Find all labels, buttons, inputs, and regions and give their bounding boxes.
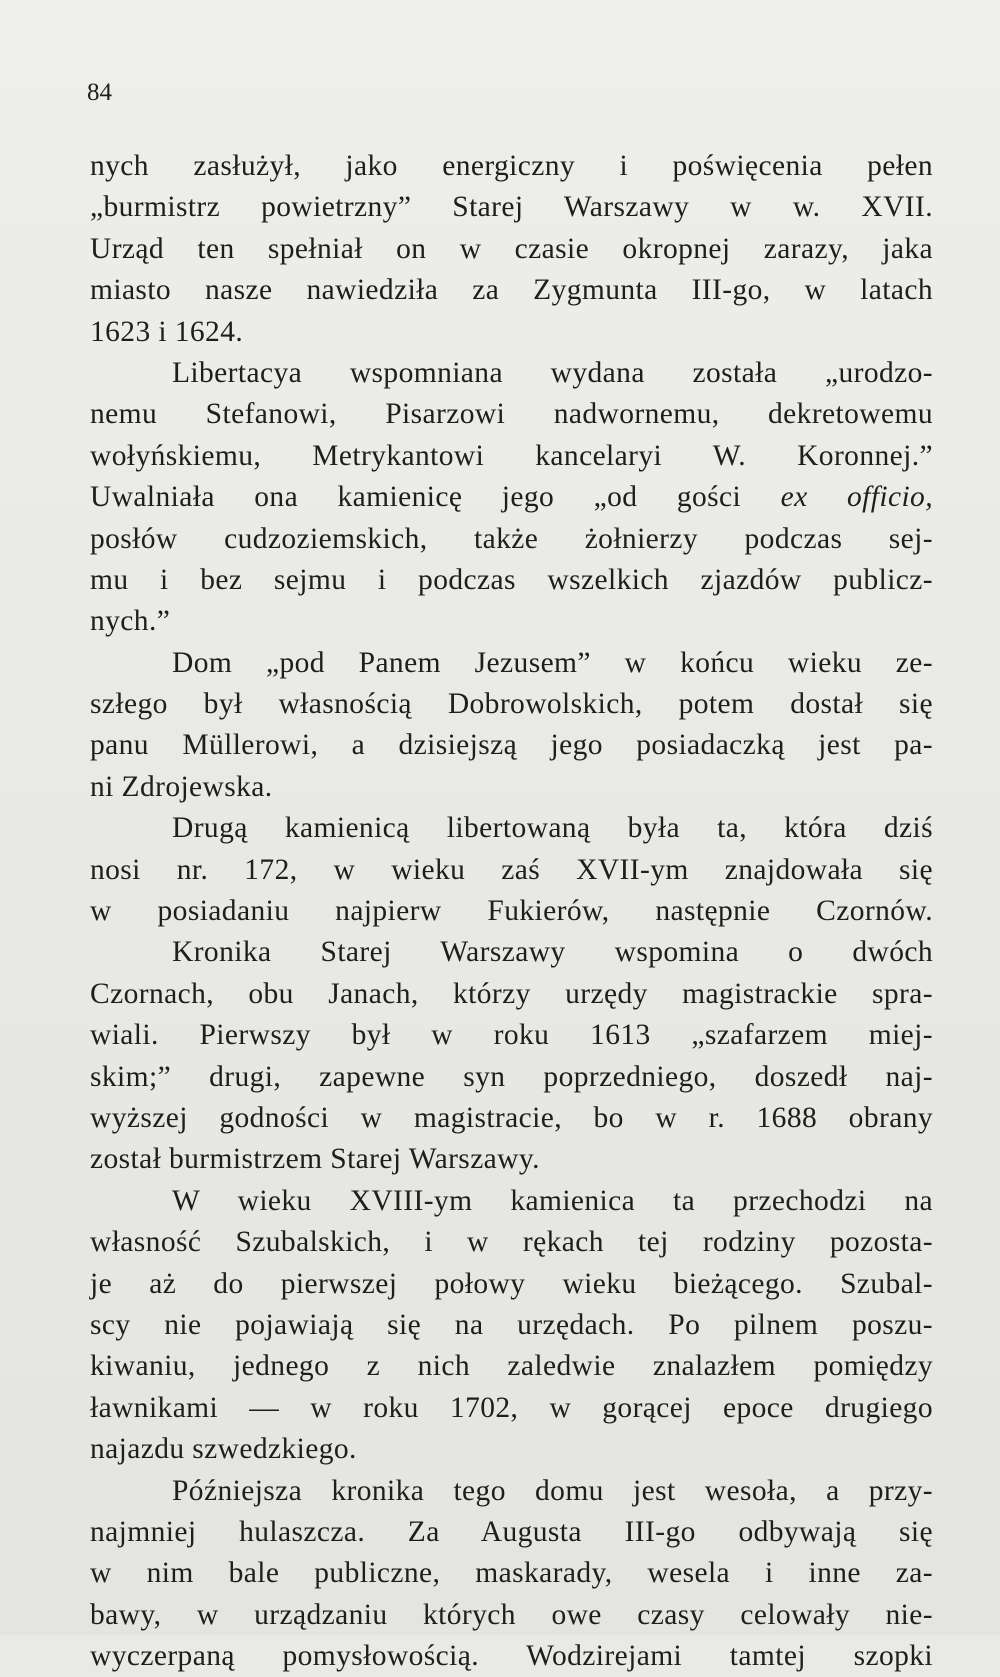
text-line-content: Urząd ten spełniał on w czasie okropnej zarazy, jaka [90,232,933,265]
text-line-content: mu i bez sejmu i podczas wszelkich zjazdów publicz- [90,563,933,596]
text-line-content: nosi nr. 172, w wieku zaś XVII-ym znajdowała się [90,853,933,886]
text-line [90,1222,933,1263]
text-line-content: bawy, w urządzaniu których owe czasy celowały nie- [90,1598,933,1631]
text-line-content: nych.” [90,605,171,638]
text-line [90,1139,933,1180]
text-line-content: ni Zdrojewska. [90,770,273,803]
text-line [90,353,933,394]
text-line-content: kiwaniu, jednego z nich zaledwie znalazłem pomiędzy [90,1350,933,1383]
text-line [90,229,933,270]
text-line [90,1429,933,1470]
text-line-content: miasto nasze nawiedziła za Zygmunta III-go, w latach [90,274,933,307]
text-line [90,1098,933,1139]
text-line-content: Dom „pod Panem Jezusem” w końcu wieku ze- [172,646,933,679]
text-line-content: scy nie pojawiają się na urzędach. Po pilnem poszu- [90,1308,933,1341]
text-line [90,974,933,1015]
text-line-content: ławnikami — w roku 1702, w gorącej epoce drugiego [90,1391,933,1424]
text-line-content: nych zasłużył, jako energiczny i poświęcenia pełen [90,150,933,182]
text-line-content: skim;” drugi, zapewne syn poprzedniego, doszedł naj- [90,1060,933,1093]
text-line-content: najmniej hulaszcza. Za Augusta III-go odbywają się [90,1515,933,1548]
text-line-content: Czornach, obu Janach, którzy urzędy magistrackie spra- [90,977,933,1010]
text-line [90,1181,933,1222]
text-line [90,394,933,435]
text-line-content: Późniejsza kronika tego domu jest wesoła, a przy- [172,1474,933,1507]
text-line-content: w nim bale publiczne, maskarady, wesela i inne za- [90,1557,933,1590]
text-line [90,187,933,228]
text-line-content: Kronika Starej Warszawy wspomina o dwóch [172,936,933,969]
body-text [90,146,933,1677]
text-line [90,684,933,725]
text-line [90,808,933,849]
text-line [90,519,933,560]
text-line [90,1305,933,1346]
text-line [90,1512,933,1553]
text-line-content: własność Szubalskich, i w rękach tej rodziny pozosta- [90,1226,933,1259]
text-line-content: najazdu szwedzkiego. [90,1433,357,1466]
page-number: 84 [87,79,112,106]
text-line-content: panu Müllerowi, a dzisiejszą jego posiadaczką jest pa- [90,729,933,762]
text-line [90,850,933,891]
text-line [90,1264,933,1305]
text-line-content: 1623 i 1624. [90,315,244,348]
text-line-content: je aż do pierwszej połowy wieku bieżącego. Szubal- [90,1267,933,1300]
text-line-content: wołyńskiemu, Metrykantowi kancelaryi W. Koronnej.” [90,439,933,472]
text-line [90,1388,933,1429]
text-line-content: wyższej godności w magistracie, bo w r. 1688 obrany [90,1101,933,1134]
text-line [90,560,933,601]
italic-phrase: ex officio, [780,481,933,514]
text-line [90,1595,933,1636]
text-line-content: Uwalniała ona kamienicę jego „od gości [90,481,781,514]
text-line [90,1057,933,1098]
text-line [90,725,933,766]
text-line [90,1346,933,1387]
text-line-content: został burmistrzem Starej Warszawy. [90,1143,540,1176]
text-line-content: „burmistrz powietrzny” Starej Warszawy w w. XVII. [90,191,933,224]
text-line [90,270,933,311]
text-line [90,932,933,973]
text-line-content: wyczerpaną pomysłowością. Wodzirejami tamtej szopki [90,1640,933,1673]
text-line [90,1015,933,1056]
text-line-content: wiali. Pierwszy był w roku 1613 „szafarzem miej- [90,1019,933,1052]
text-line [90,767,933,808]
text-line [90,436,933,477]
text-line [90,891,933,932]
text-line [90,146,933,187]
text-line-content: Libertacya wspomniana wydana została „urodzo- [172,356,933,389]
text-line [90,477,933,518]
text-line-content: posłów cudzoziemskich, także żołnierzy podczas sej- [90,522,933,555]
text-line [90,1636,933,1677]
text-line [90,312,933,353]
text-line-content: W wieku XVIII-ym kamienica ta przechodzi na [172,1184,933,1217]
text-line [90,1471,933,1512]
text-line [90,643,933,684]
text-line-content: Drugą kamienicą libertowaną była ta, która dziś [172,812,933,845]
text-line-content: w posiadaniu najpierw Fukierów, następnie Czornów. [90,895,933,928]
text-line [90,601,933,642]
text-line [90,1553,933,1594]
text-line-content: szłego był własnością Dobrowolskich, potem dostał się [90,688,933,721]
text-line-content: nemu Stefanowi, Pisarzowi nadwornemu, dekretowemu [90,398,933,431]
